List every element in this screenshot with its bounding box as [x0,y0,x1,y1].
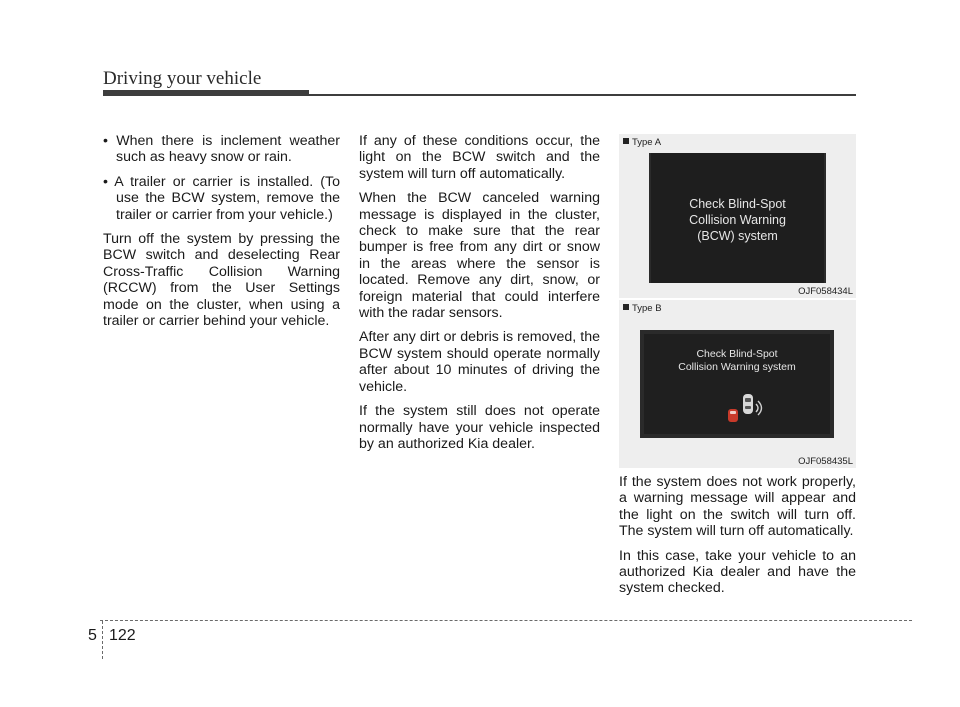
square-bullet-icon [623,138,629,144]
warning-message: Check Blind-Spot Collision Warning (BCW) system [689,197,786,243]
chapter-number: 5 [88,627,97,644]
page-header-title: Driving your vehicle [103,68,262,89]
body-paragraph: Turn off the system by pressing the BCW switch and deselecting Rear Cross-Traffic Collision Warning (RCCW) from the User Settings mode on the cluster, when using a trailer or carrier behind your vehicle. [103,231,340,330]
figure-label: Type A [623,137,661,148]
column-1 [103,133,340,337]
figure-code: OJF058434L [798,286,853,297]
figure-code: OJF058435L [798,456,853,467]
body-paragraph: If any of these conditions occur, the light on the BCW switch and the system will turn off automatically. [359,133,600,182]
body-paragraph: If the system does not work properly, a warning message will appear and the light on the switch will turn off. The system will turn off automatically. [619,474,856,540]
figure-type-b [619,300,856,468]
body-paragraph: After any dirt or debris is removed, the BCW system should operate normally after about 10 minutes of driving the vehicle. [359,329,600,395]
square-bullet-icon [623,304,629,310]
body-paragraph: If the system still does not operate normally have your vehicle inspected by an authorized Kia dealer. [359,403,600,452]
footer-dashed-rule [100,620,912,621]
figure-type-a [619,134,856,298]
footer-vertical-rule [102,621,103,659]
car-radar-icon [724,390,764,426]
bullet-item: • A trailer or carrier is installed. (To use the BCW system, remove the trailer or carrier from your vehicle.) [103,173,340,223]
cluster-display [649,153,826,283]
page-number: 122 [109,627,136,644]
header-bar-thick [103,90,309,96]
body-paragraph: When the BCW canceled warning message is displayed in the cluster, check to make sure that the rear bumper is free from any dirt or snow in the areas where the sensor is located. Remove any dirt, snow, or foreign material that could interfere with the radar sensors. [359,190,600,322]
body-paragraph: In this case, take your vehicle to an authorized Kia dealer and have the system checked. [619,547,856,597]
column-3 [619,474,856,605]
warning-message: Check Blind-Spot Collision Warning system [678,348,796,373]
figure-label: Type B [623,303,662,314]
column-2 [359,133,600,460]
header-bar-thin [309,94,856,96]
cluster-display [640,330,834,438]
bullet-item: • When there is inclement weather such as heavy snow or rain. [103,133,340,166]
